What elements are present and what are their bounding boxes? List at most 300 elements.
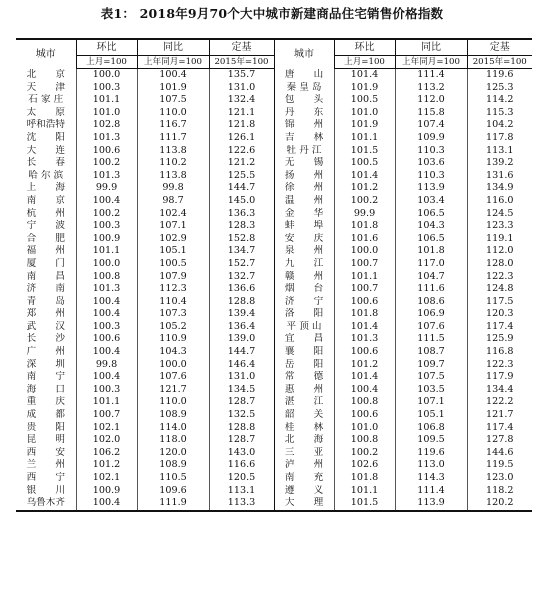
table-row xyxy=(16,447,532,460)
cell-city-right: 烟 台 xyxy=(274,283,334,296)
cell-yoy-left: 113.8 xyxy=(137,170,209,183)
cell-city-right: 襄 阳 xyxy=(274,346,334,359)
cell-fixed-left: 134.5 xyxy=(209,384,274,397)
cell-fixed-left: 144.7 xyxy=(209,346,274,359)
cell-yoy-right: 115.8 xyxy=(395,107,467,120)
header-fixed-base-left: 2015年=100 xyxy=(209,56,274,69)
cell-yoy-left: 102.9 xyxy=(137,233,209,246)
table-row xyxy=(16,409,532,422)
cell-fixed-left: 128.7 xyxy=(209,396,274,409)
table-row xyxy=(16,82,532,95)
cell-mom-right: 100.0 xyxy=(334,245,395,258)
cell-yoy-right: 111.6 xyxy=(395,283,467,296)
cell-fixed-left: 132.4 xyxy=(209,94,274,107)
header-yoy-left: 同比 xyxy=(137,39,209,56)
cell-yoy-left: 118.0 xyxy=(137,434,209,447)
cell-yoy-right: 111.4 xyxy=(395,69,467,82)
cell-mom-right: 100.5 xyxy=(334,94,395,107)
cell-yoy-right: 113.2 xyxy=(395,82,467,95)
cell-city-left: 沈 阳 xyxy=(26,131,65,143)
cell-fixed-left: 121.2 xyxy=(209,157,274,170)
cell-yoy-left: 105.1 xyxy=(137,245,209,258)
table-row xyxy=(16,258,532,271)
cell-mom-right: 102.6 xyxy=(334,459,395,472)
cell-city-right: 包 头 xyxy=(274,94,334,107)
cell-yoy-left: 107.1 xyxy=(137,220,209,233)
cell-fixed-left: 146.4 xyxy=(209,359,274,372)
cell-yoy-right: 107.6 xyxy=(395,321,467,334)
cell-city-left: 哈 尔 滨 xyxy=(28,169,64,181)
cell-yoy-right: 107.1 xyxy=(395,396,467,409)
cell-fixed-left: 139.0 xyxy=(209,333,274,346)
cell-mom-left: 101.3 xyxy=(76,132,137,145)
cell-city-right: 秦 皇 岛 xyxy=(274,82,334,95)
cell-mom-right: 101.0 xyxy=(334,107,395,120)
cell-fixed-right: 122.3 xyxy=(467,271,532,284)
header-mom-right: 环比 xyxy=(334,39,395,56)
cell-city-right: 洛 阳 xyxy=(274,308,334,321)
cell-fixed-left: 145.0 xyxy=(209,195,274,208)
cell-fixed-left: 120.5 xyxy=(209,472,274,485)
cell-city-right: 遵 义 xyxy=(274,485,334,498)
cell-yoy-right: 111.5 xyxy=(395,333,467,346)
cell-mom-right: 101.6 xyxy=(334,233,395,246)
cell-city-left: 银 川 xyxy=(26,484,65,496)
cell-fixed-left: 131.0 xyxy=(209,371,274,384)
cell-city-right: 宜 昌 xyxy=(274,333,334,346)
table-row xyxy=(16,346,532,359)
cell-yoy-right: 110.3 xyxy=(395,145,467,158)
cell-mom-left: 102.8 xyxy=(76,119,137,132)
cell-mom-right: 100.7 xyxy=(334,258,395,271)
cell-fixed-right: 119.6 xyxy=(467,69,532,82)
cell-yoy-right: 106.5 xyxy=(395,233,467,246)
cell-yoy-right: 114.3 xyxy=(395,472,467,485)
cell-fixed-right: 119.1 xyxy=(467,233,532,246)
cell-fixed-right: 117.9 xyxy=(467,371,532,384)
cell-city-right: 北 海 xyxy=(274,434,334,447)
cell-fixed-right: 123.0 xyxy=(467,472,532,485)
cell-yoy-left: 104.3 xyxy=(137,346,209,359)
cell-city-left: 大 连 xyxy=(26,144,65,156)
cell-mom-right: 101.8 xyxy=(334,220,395,233)
cell-mom-right: 100.6 xyxy=(334,409,395,422)
cell-yoy-left: 110.0 xyxy=(137,396,209,409)
cell-mom-left: 101.3 xyxy=(76,283,137,296)
table-row xyxy=(16,69,532,82)
cell-mom-right: 101.2 xyxy=(334,182,395,195)
table-row xyxy=(16,296,532,309)
cell-mom-left: 101.2 xyxy=(76,459,137,472)
cell-city-left: 深 圳 xyxy=(26,358,65,370)
cell-fixed-right: 118.2 xyxy=(467,485,532,498)
cell-yoy-left: 108.9 xyxy=(137,409,209,422)
cell-yoy-left: 109.6 xyxy=(137,485,209,498)
cell-yoy-left: 111.7 xyxy=(137,132,209,145)
cell-fixed-right: 104.2 xyxy=(467,119,532,132)
cell-yoy-right: 106.8 xyxy=(395,422,467,435)
cell-mom-right: 101.3 xyxy=(334,333,395,346)
cell-city-right: 温 州 xyxy=(274,195,334,208)
cell-yoy-left: 107.5 xyxy=(137,94,209,107)
table-row xyxy=(16,384,532,397)
cell-fixed-right: 120.2 xyxy=(467,497,532,511)
header-mom-left: 环比 xyxy=(76,39,137,56)
header-mom-base-right: 上月=100 xyxy=(334,56,395,69)
cell-mom-left: 100.9 xyxy=(76,233,137,246)
cell-fixed-left: 136.3 xyxy=(209,208,274,221)
cell-city-left: 南 昌 xyxy=(26,270,65,282)
cell-city-right: 南 充 xyxy=(274,472,334,485)
cell-fixed-left: 152.8 xyxy=(209,233,274,246)
cell-fixed-left: 113.3 xyxy=(209,497,274,511)
cell-fixed-left: 132.5 xyxy=(209,409,274,422)
cell-mom-right: 101.9 xyxy=(334,82,395,95)
table-row xyxy=(16,434,532,447)
cell-yoy-left: 107.6 xyxy=(137,371,209,384)
cell-yoy-left: 100.4 xyxy=(137,69,209,82)
cell-mom-left: 100.4 xyxy=(76,497,137,511)
cell-mom-left: 100.9 xyxy=(76,485,137,498)
cell-city-left: 重 庆 xyxy=(26,396,65,408)
cell-mom-right: 101.5 xyxy=(334,497,395,511)
cell-city-left: 济 南 xyxy=(26,283,65,295)
cell-yoy-left: 107.9 xyxy=(137,271,209,284)
cell-mom-left: 100.4 xyxy=(76,308,137,321)
cell-city-left: 天 津 xyxy=(26,81,65,93)
cell-city-right: 无 锡 xyxy=(274,157,334,170)
cell-yoy-left: 116.7 xyxy=(137,119,209,132)
cell-fixed-right: 117.4 xyxy=(467,422,532,435)
cell-fixed-right: 124.5 xyxy=(467,208,532,221)
cell-yoy-right: 101.8 xyxy=(395,245,467,258)
cell-mom-left: 101.3 xyxy=(76,170,137,183)
cell-mom-right: 101.1 xyxy=(334,485,395,498)
header-yoy-right: 同比 xyxy=(395,39,467,56)
table-title: 表1： 2018年9月70个大中城市新建商品住宅销售价格指数 xyxy=(100,6,444,21)
cell-fixed-left: 121.1 xyxy=(209,107,274,120)
cell-mom-right: 101.8 xyxy=(334,308,395,321)
cell-mom-left: 100.3 xyxy=(76,321,137,334)
cell-city-left: 广 州 xyxy=(26,346,65,358)
cell-yoy-right: 112.0 xyxy=(395,94,467,107)
cell-mom-left: 101.0 xyxy=(76,107,137,120)
cell-yoy-left: 113.8 xyxy=(137,145,209,158)
cell-city-left: 南 宁 xyxy=(26,371,65,383)
cell-yoy-right: 103.5 xyxy=(395,384,467,397)
header-fixed-left: 定基 xyxy=(209,39,274,56)
cell-mom-left: 100.2 xyxy=(76,157,137,170)
cell-yoy-left: 114.0 xyxy=(137,422,209,435)
cell-city-right: 济 宁 xyxy=(274,296,334,309)
cell-fixed-right: 124.8 xyxy=(467,283,532,296)
cell-city-right: 九 江 xyxy=(274,258,334,271)
table-row xyxy=(16,94,532,107)
cell-mom-left: 101.1 xyxy=(76,245,137,258)
cell-yoy-left: 110.5 xyxy=(137,472,209,485)
table-row xyxy=(16,396,532,409)
cell-fixed-left: 139.4 xyxy=(209,308,274,321)
cell-yoy-right: 103.6 xyxy=(395,157,467,170)
cell-fixed-left: 128.7 xyxy=(209,434,274,447)
cell-city-right: 赣 州 xyxy=(274,271,334,284)
table-row xyxy=(16,333,532,346)
cell-city-right: 桂 林 xyxy=(274,422,334,435)
cell-city-left: 南 京 xyxy=(26,194,65,206)
cell-mom-right: 101.4 xyxy=(334,69,395,82)
cell-city-right: 金 华 xyxy=(274,208,334,221)
cell-fixed-right: 117.5 xyxy=(467,296,532,309)
table-row xyxy=(16,145,532,158)
table-row xyxy=(16,157,532,170)
cell-city-left: 贵 阳 xyxy=(26,421,65,433)
cell-fixed-left: 135.7 xyxy=(209,69,274,82)
cell-mom-right: 99.9 xyxy=(334,208,395,221)
cell-city-right: 惠 州 xyxy=(274,384,334,397)
cell-yoy-right: 113.9 xyxy=(395,182,467,195)
cell-mom-left: 100.2 xyxy=(76,208,137,221)
header-city-right: 城市 xyxy=(274,39,334,69)
cell-fixed-left: 113.1 xyxy=(209,485,274,498)
table-row xyxy=(16,132,532,145)
cell-mom-left: 100.3 xyxy=(76,82,137,95)
table-row xyxy=(16,271,532,284)
cell-yoy-left: 100.5 xyxy=(137,258,209,271)
cell-fixed-right: 127.8 xyxy=(467,434,532,447)
table-row xyxy=(16,107,532,120)
cell-mom-left: 100.6 xyxy=(76,333,137,346)
cell-fixed-left: 122.6 xyxy=(209,145,274,158)
cell-city-left: 杭 州 xyxy=(26,207,65,219)
cell-fixed-right: 144.6 xyxy=(467,447,532,460)
cell-fixed-right: 116.8 xyxy=(467,346,532,359)
cell-mom-left: 100.8 xyxy=(76,271,137,284)
cell-mom-left: 99.8 xyxy=(76,359,137,372)
cell-fixed-left: 132.7 xyxy=(209,271,274,284)
cell-yoy-left: 100.0 xyxy=(137,359,209,372)
cell-mom-left: 106.2 xyxy=(76,447,137,460)
cell-city-right: 徐 州 xyxy=(274,182,334,195)
cell-fixed-left: 126.1 xyxy=(209,132,274,145)
cell-yoy-right: 111.4 xyxy=(395,485,467,498)
cell-fixed-right: 128.0 xyxy=(467,258,532,271)
cell-city-right: 三 亚 xyxy=(274,447,334,460)
cell-fixed-left: 128.8 xyxy=(209,296,274,309)
cell-mom-left: 100.4 xyxy=(76,195,137,208)
cell-mom-right: 100.5 xyxy=(334,157,395,170)
cell-yoy-right: 106.9 xyxy=(395,308,467,321)
cell-yoy-right: 107.5 xyxy=(395,371,467,384)
cell-mom-right: 101.8 xyxy=(334,472,395,485)
cell-mom-left: 100.4 xyxy=(76,371,137,384)
header-yoy-base-right: 上年同月=100 xyxy=(395,56,467,69)
cell-fixed-right: 121.7 xyxy=(467,409,532,422)
cell-mom-left: 100.0 xyxy=(76,258,137,271)
cell-city-right: 岳 阳 xyxy=(274,359,334,372)
table-row xyxy=(16,233,532,246)
cell-city-right: 平 顶 山 xyxy=(274,321,334,334)
cell-yoy-left: 121.7 xyxy=(137,384,209,397)
cell-fixed-left: 131.0 xyxy=(209,82,274,95)
cell-city-left: 兰 州 xyxy=(26,459,65,471)
cell-mom-left: 100.3 xyxy=(76,220,137,233)
cell-yoy-left: 112.3 xyxy=(137,283,209,296)
header-city-left: 城市 xyxy=(35,48,56,60)
cell-city-left: 太 原 xyxy=(26,106,65,118)
table-row xyxy=(16,472,532,485)
table-body xyxy=(16,69,532,511)
cell-fixed-right: 119.5 xyxy=(467,459,532,472)
cell-mom-left: 102.1 xyxy=(76,422,137,435)
cell-fixed-left: 121.8 xyxy=(209,119,274,132)
cell-fixed-right: 134.9 xyxy=(467,182,532,195)
cell-fixed-left: 136.6 xyxy=(209,283,274,296)
header-fixed-right: 定基 xyxy=(467,39,532,56)
cell-city-left: 北 京 xyxy=(26,68,65,80)
cell-city-left: 成 都 xyxy=(26,409,65,421)
cell-city-right: 牡 丹 江 xyxy=(274,145,334,158)
cell-city-right: 丹 东 xyxy=(274,107,334,120)
cell-mom-right: 100.7 xyxy=(334,283,395,296)
cell-yoy-right: 113.0 xyxy=(395,459,467,472)
cell-city-left: 乌鲁木齐 xyxy=(16,497,76,511)
price-index-table xyxy=(16,38,532,512)
cell-fixed-right: 117.8 xyxy=(467,132,532,145)
cell-city-right: 扬 州 xyxy=(274,170,334,183)
cell-mom-left: 99.9 xyxy=(76,182,137,195)
cell-mom-right: 100.6 xyxy=(334,296,395,309)
cell-yoy-right: 109.5 xyxy=(395,434,467,447)
cell-fixed-left: 116.6 xyxy=(209,459,274,472)
cell-city-right: 蚌 埠 xyxy=(274,220,334,233)
cell-city-left: 厦 门 xyxy=(26,257,65,269)
cell-fixed-right: 125.3 xyxy=(467,82,532,95)
cell-yoy-right: 109.7 xyxy=(395,359,467,372)
cell-fixed-left: 152.7 xyxy=(209,258,274,271)
cell-fixed-left: 143.0 xyxy=(209,447,274,460)
table-row xyxy=(16,359,532,372)
cell-fixed-right: 114.2 xyxy=(467,94,532,107)
table-row xyxy=(16,220,532,233)
cell-fixed-right: 122.3 xyxy=(467,359,532,372)
cell-fixed-right: 131.6 xyxy=(467,170,532,183)
cell-fixed-left: 144.7 xyxy=(209,182,274,195)
table-row xyxy=(16,485,532,498)
cell-mom-left: 100.3 xyxy=(76,384,137,397)
cell-fixed-right: 125.9 xyxy=(467,333,532,346)
cell-mom-right: 101.4 xyxy=(334,371,395,384)
cell-mom-right: 101.0 xyxy=(334,422,395,435)
cell-city-right: 吉 林 xyxy=(274,132,334,145)
cell-fixed-left: 125.5 xyxy=(209,170,274,183)
cell-mom-right: 101.1 xyxy=(334,271,395,284)
cell-fixed-right: 117.4 xyxy=(467,321,532,334)
cell-yoy-left: 101.9 xyxy=(137,82,209,95)
cell-mom-left: 100.6 xyxy=(76,145,137,158)
cell-fixed-right: 116.0 xyxy=(467,195,532,208)
cell-mom-right: 100.2 xyxy=(334,195,395,208)
cell-mom-left: 100.0 xyxy=(76,69,137,82)
cell-yoy-left: 98.7 xyxy=(137,195,209,208)
header-yoy-base-left: 上年同月=100 xyxy=(137,56,209,69)
cell-yoy-right: 106.5 xyxy=(395,208,467,221)
cell-yoy-left: 102.4 xyxy=(137,208,209,221)
cell-mom-right: 100.8 xyxy=(334,396,395,409)
cell-city-left: 武 汉 xyxy=(26,320,65,332)
cell-city-right: 安 庆 xyxy=(274,233,334,246)
cell-yoy-left: 120.0 xyxy=(137,447,209,460)
cell-city-right: 锦 州 xyxy=(274,119,334,132)
cell-mom-right: 100.8 xyxy=(334,434,395,447)
cell-yoy-right: 110.3 xyxy=(395,170,467,183)
cell-city-left: 昆 明 xyxy=(26,434,65,446)
cell-yoy-right: 113.9 xyxy=(395,497,467,511)
cell-city-right: 韶 关 xyxy=(274,409,334,422)
cell-city-left: 石 家 庄 xyxy=(28,94,64,106)
cell-fixed-right: 139.2 xyxy=(467,157,532,170)
table-row xyxy=(16,422,532,435)
table-row xyxy=(16,321,532,334)
cell-fixed-right: 112.0 xyxy=(467,245,532,258)
cell-mom-left: 102.0 xyxy=(76,434,137,447)
cell-yoy-left: 110.9 xyxy=(137,333,209,346)
cell-city-left: 福 州 xyxy=(26,245,65,257)
cell-mom-left: 101.1 xyxy=(76,396,137,409)
cell-yoy-right: 117.0 xyxy=(395,258,467,271)
cell-yoy-right: 107.4 xyxy=(395,119,467,132)
table-row xyxy=(16,245,532,258)
table-row xyxy=(16,459,532,472)
cell-mom-right: 101.4 xyxy=(334,170,395,183)
cell-city-left: 呼和浩特 xyxy=(26,119,65,131)
cell-city-right: 泉 州 xyxy=(274,245,334,258)
cell-yoy-left: 110.2 xyxy=(137,157,209,170)
cell-mom-left: 102.1 xyxy=(76,472,137,485)
cell-city-left: 合 肥 xyxy=(26,232,65,244)
cell-mom-right: 101.9 xyxy=(334,119,395,132)
table-row xyxy=(16,371,532,384)
cell-mom-right: 101.2 xyxy=(334,359,395,372)
cell-yoy-left: 111.9 xyxy=(137,497,209,511)
cell-mom-right: 100.4 xyxy=(334,384,395,397)
cell-yoy-right: 108.7 xyxy=(395,346,467,359)
header-fixed-base-right: 2015年=100 xyxy=(467,56,532,69)
cell-mom-left: 100.4 xyxy=(76,346,137,359)
table-row xyxy=(16,283,532,296)
cell-fixed-left: 136.4 xyxy=(209,321,274,334)
cell-mom-right: 101.5 xyxy=(334,145,395,158)
cell-fixed-right: 122.2 xyxy=(467,396,532,409)
table-row xyxy=(16,119,532,132)
header-mom-base-left: 上月=100 xyxy=(76,56,137,69)
cell-fixed-right: 134.4 xyxy=(467,384,532,397)
cell-yoy-left: 108.9 xyxy=(137,459,209,472)
cell-yoy-left: 105.2 xyxy=(137,321,209,334)
cell-yoy-left: 107.3 xyxy=(137,308,209,321)
cell-city-right: 泸 州 xyxy=(274,459,334,472)
cell-yoy-right: 104.7 xyxy=(395,271,467,284)
cell-mom-right: 101.1 xyxy=(334,132,395,145)
cell-fixed-left: 134.7 xyxy=(209,245,274,258)
cell-yoy-left: 110.4 xyxy=(137,296,209,309)
cell-yoy-left: 110.0 xyxy=(137,107,209,120)
cell-mom-right: 100.6 xyxy=(334,346,395,359)
cell-yoy-right: 109.9 xyxy=(395,132,467,145)
cell-yoy-left: 99.8 xyxy=(137,182,209,195)
cell-city-left: 西 安 xyxy=(26,446,65,458)
cell-fixed-right: 113.1 xyxy=(467,145,532,158)
cell-fixed-right: 123.3 xyxy=(467,220,532,233)
